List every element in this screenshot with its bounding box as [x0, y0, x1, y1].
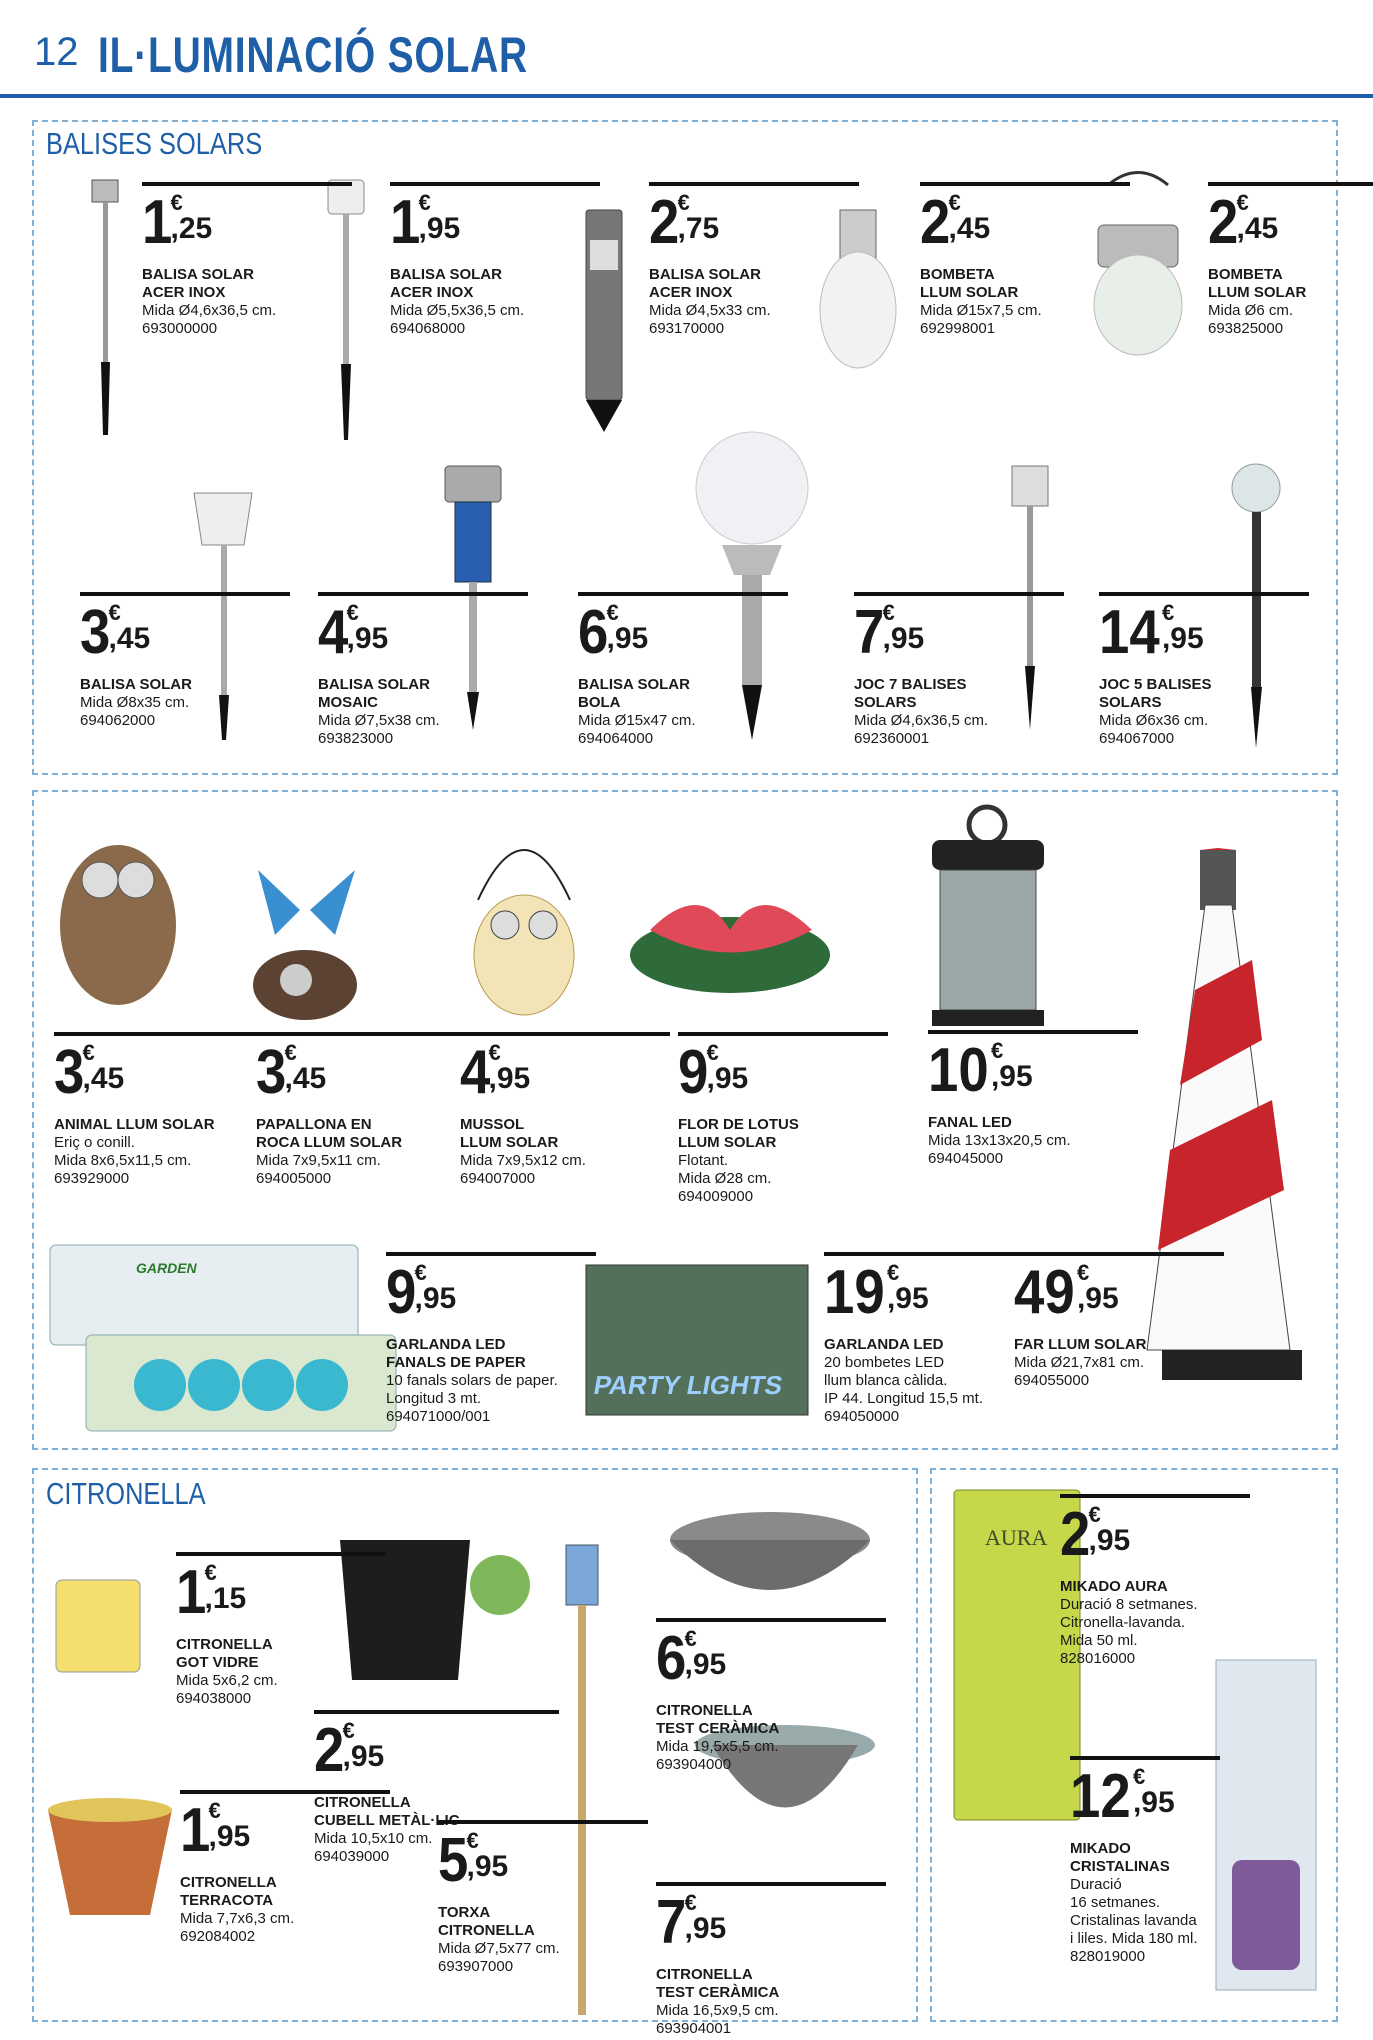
product-code: 828016000: [1060, 1650, 1136, 1667]
product-code: 694068000: [390, 320, 466, 337]
price-tag: [578, 592, 788, 672]
product-card: [390, 182, 600, 338]
price-integer: 49: [1014, 1258, 1075, 1327]
euro-symbol: €: [606, 600, 619, 625]
price-integer: 1: [180, 1796, 211, 1865]
price-decimal: ,75: [677, 212, 720, 245]
aura-brand-label: AURA: [985, 1525, 1048, 1550]
price-decimal: ,95: [882, 622, 925, 655]
product-card: [1208, 182, 1373, 338]
price-integer: 2: [920, 188, 951, 257]
price-decimal: ,95: [418, 212, 461, 245]
price-tag: [678, 1032, 888, 1112]
euro-symbol: €: [284, 1040, 297, 1065]
euro-symbol: €: [82, 1040, 95, 1065]
product-code: 693170000: [649, 320, 725, 337]
euro-symbol: €: [677, 190, 690, 215]
product-card: [578, 592, 788, 748]
euro-symbol: €: [108, 600, 121, 625]
price-decimal: ,95: [886, 1282, 929, 1315]
product-code: 694009000: [678, 1188, 754, 1205]
product-code: 693907000: [438, 1958, 514, 1975]
product-code: 694062000: [80, 712, 156, 729]
product-description: Mida Ø4,6x36,5 cm.: [142, 302, 277, 319]
product-code: 692360001: [854, 730, 930, 747]
price-tag: [142, 182, 352, 262]
product-code: 692084002: [180, 1928, 256, 1945]
product-name: ANIMAL LLUM SOLAR: [54, 1116, 215, 1133]
product-card: [928, 1030, 1138, 1168]
euro-symbol: €: [882, 600, 895, 625]
product-description: Mida 16,5x9,5 cm.: [656, 2002, 779, 2019]
product-description: Flotant. Mida Ø28 cm.: [678, 1152, 772, 1187]
product-code: 694038000: [176, 1690, 252, 1707]
price-tag: [176, 1552, 386, 1632]
price-tag: [656, 1882, 886, 1962]
product-code: 693929000: [54, 1170, 130, 1187]
product-name: BOMBETA LLUM SOLAR: [920, 266, 1019, 301]
garden-brand-label: GARDEN: [136, 1260, 197, 1276]
product-name: GARLANDA LED FANALS DE PAPER: [386, 1336, 526, 1371]
euro-symbol: €: [208, 1798, 221, 1823]
price-integer: 10: [928, 1036, 989, 1105]
product-name: FAR LLUM SOLAR: [1014, 1336, 1147, 1353]
product-card: [54, 1032, 264, 1188]
product-description: Mida 7x9,5x11 cm.: [256, 1152, 381, 1169]
product-code: 694064000: [578, 730, 654, 747]
price-decimal: ,95: [706, 1062, 749, 1095]
party-lights-label: PARTY LIGHTS: [591, 1370, 786, 1400]
page-number: 12: [34, 30, 79, 74]
product-name: GARLANDA LED: [824, 1336, 944, 1353]
stake-light-icon-1: [92, 180, 118, 435]
price-integer: 1: [176, 1558, 207, 1627]
product-name: CITRONELLA TERRACOTA: [180, 1874, 277, 1909]
euro-symbol: €: [414, 1260, 427, 1285]
price-tag: [656, 1618, 886, 1698]
product-description: Mida 7,7x6,3 cm.: [180, 1910, 295, 1927]
price-integer: 1: [390, 188, 421, 257]
price-tag: [649, 182, 859, 262]
price-integer: 19: [824, 1258, 885, 1327]
terracotta-pot-icon: [48, 1798, 172, 1915]
product-name: CITRONELLA GOT VIDRE: [176, 1636, 273, 1671]
price-decimal: ,95: [684, 1912, 727, 1945]
owl-icon: [474, 850, 574, 1015]
product-name: BALISA SOLAR: [80, 676, 192, 693]
product-card: [656, 1882, 886, 2038]
price-tag: [1099, 592, 1309, 672]
product-card: [438, 1820, 648, 1976]
butterfly-icon: [253, 870, 357, 1020]
price-integer: 6: [656, 1624, 687, 1693]
price-decimal: ,95: [1161, 622, 1204, 655]
product-card: [1060, 1494, 1250, 1668]
mikado-cristalinas-box-icon: [1216, 1660, 1316, 1990]
product-code: 694050000: [824, 1408, 900, 1425]
price-decimal: ,95: [414, 1282, 457, 1315]
product-name: CITRONELLA TEST CERÀMICA: [656, 1702, 780, 1737]
price-integer: 2: [1208, 188, 1239, 257]
price-integer: 7: [656, 1888, 687, 1957]
product-card: [142, 182, 352, 338]
product-card: [678, 1032, 888, 1206]
product-card: [656, 1618, 886, 1774]
price-tag: [314, 1710, 559, 1790]
price-decimal: ,95: [488, 1062, 531, 1095]
product-description: 10 fanals solars de paper. Longitud 3 mt.: [386, 1372, 558, 1407]
price-integer: 3: [80, 598, 111, 667]
product-card: [1014, 1252, 1224, 1390]
product-description: Mida Ø6x36 cm.: [1099, 712, 1209, 729]
euro-symbol: €: [706, 1040, 719, 1065]
euro-symbol: €: [1088, 1502, 1101, 1527]
price-tag: [54, 1032, 264, 1112]
product-name: FLOR DE LOTUS LLUM SOLAR: [678, 1116, 799, 1151]
product-description: Mida 19,5x5,5 cm.: [656, 1738, 779, 1755]
product-description: Mida Ø7,5x77 cm.: [438, 1940, 560, 1957]
paper-lanterns-icon: [50, 1245, 396, 1431]
product-description: 20 bombetes LED llum blanca càlida. IP 44. Longitud 15,5 mt.: [824, 1354, 984, 1407]
product-description: Mida Ø15x7,5 cm.: [920, 302, 1042, 319]
product-description: Mida 10,5x10 cm.: [314, 1830, 433, 1847]
product-card: [824, 1252, 1034, 1426]
product-code: 693000000: [142, 320, 218, 337]
product-code: 694071000/001: [386, 1408, 491, 1425]
product-description: Eriç o conill. Mida 8x6,5x11,5 cm.: [54, 1134, 192, 1169]
price-tag: [1060, 1494, 1250, 1574]
price-tag: [1014, 1252, 1224, 1332]
price-integer: 4: [318, 598, 349, 667]
euro-symbol: €: [204, 1560, 217, 1585]
product-card: [920, 182, 1130, 338]
euro-symbol: €: [466, 1828, 479, 1853]
product-name: BALISA SOLAR ACER INOX: [390, 266, 502, 301]
euro-symbol: €: [346, 600, 359, 625]
product-card: [460, 1032, 670, 1188]
product-description: Duració 16 setmanes. Cristalinas lavanda i liles. Mida 180 ml.: [1070, 1876, 1198, 1947]
section-title-balises: BALISES SOLARS: [46, 126, 263, 161]
euro-symbol: €: [990, 1038, 1004, 1063]
product-description: Mida Ø15x47 cm.: [578, 712, 696, 729]
product-code: 694055000: [1014, 1372, 1090, 1389]
price-decimal: ,45: [284, 1062, 327, 1095]
price-decimal: ,95: [346, 622, 389, 655]
price-integer: 4: [460, 1038, 491, 1107]
product-name: BALISA SOLAR MOSAIC: [318, 676, 430, 711]
product-name: MUSSOL LLUM SOLAR: [460, 1116, 559, 1151]
product-name: JOC 5 BALISES SOLARS: [1099, 676, 1212, 711]
price-integer: 7: [854, 598, 885, 667]
price-tag: [1208, 182, 1373, 262]
euro-symbol: €: [684, 1890, 697, 1915]
euro-symbol: €: [170, 190, 183, 215]
price-decimal: ,95: [990, 1060, 1033, 1093]
price-integer: 3: [54, 1038, 85, 1107]
ceramic-bowl-icon-1: [670, 1512, 870, 1590]
euro-symbol: €: [488, 1040, 501, 1065]
product-card: [318, 592, 528, 748]
price-decimal: ,95: [466, 1850, 509, 1883]
price-integer: 9: [678, 1038, 709, 1107]
euro-symbol: €: [1076, 1260, 1090, 1285]
product-name: CITRONELLA TEST CERÀMICA: [656, 1966, 780, 2001]
product-code: 828019000: [1070, 1948, 1146, 1965]
product-description: Mida Ø4,5x33 cm.: [649, 302, 771, 319]
product-name: MIKADO CRISTALINAS: [1070, 1840, 1170, 1875]
product-card: [256, 1032, 466, 1188]
price-tag: [318, 592, 528, 672]
price-integer: 2: [1060, 1500, 1091, 1569]
product-code: 694067000: [1099, 730, 1175, 747]
product-name: FANAL LED: [928, 1114, 1012, 1131]
price-decimal: ,15: [204, 1582, 247, 1615]
product-description: Mida Ø4,6x36,5 cm.: [854, 712, 989, 729]
price-decimal: ,45: [108, 622, 151, 655]
euro-symbol: €: [342, 1718, 355, 1743]
price-tag: [256, 1032, 466, 1112]
section-title-citronella: CITRONELLA: [46, 1476, 206, 1511]
product-description: Mida Ø8x35 cm.: [80, 694, 190, 711]
price-decimal: ,45: [948, 212, 991, 245]
euro-symbol: €: [1132, 1764, 1146, 1789]
price-decimal: ,95: [684, 1648, 727, 1681]
product-name: TORXA CITRONELLA: [438, 1904, 535, 1939]
product-name: MIKADO AURA: [1060, 1578, 1168, 1595]
product-code: 692998001: [920, 320, 996, 337]
price-tag: [928, 1030, 1138, 1110]
product-card: [176, 1552, 386, 1708]
product-description: Mida Ø21,7x81 cm.: [1014, 1354, 1145, 1371]
product-code: 693904001: [656, 2020, 732, 2037]
price-integer: 9: [386, 1258, 417, 1327]
product-card: [1070, 1756, 1220, 1966]
euro-symbol: €: [1161, 600, 1175, 625]
hedgehog-icon: [60, 845, 176, 1005]
price-decimal: ,25: [170, 212, 213, 245]
product-code: 693904000: [656, 1756, 732, 1773]
candle-glass-icon: [56, 1580, 140, 1672]
price-decimal: ,95: [1076, 1282, 1119, 1315]
price-tag: [80, 592, 290, 672]
euro-symbol: €: [1236, 190, 1249, 215]
product-code: 694039000: [314, 1848, 390, 1865]
product-name: BALISA SOLAR ACER INOX: [142, 266, 254, 301]
product-description: Duració 8 setmanes. Citronella-lavanda. Mida 50 ml.: [1060, 1596, 1198, 1649]
product-code: 694005000: [256, 1170, 332, 1187]
price-tag: [438, 1820, 648, 1900]
product-code: 694007000: [460, 1170, 536, 1187]
price-decimal: ,45: [1236, 212, 1279, 245]
price-integer: 5: [438, 1826, 469, 1895]
lotus-icon: [630, 905, 830, 993]
product-description: Mida 5x6,2 cm.: [176, 1672, 278, 1689]
price-decimal: ,95: [1132, 1786, 1175, 1819]
price-integer: 6: [578, 598, 609, 667]
price-tag: [1070, 1756, 1220, 1836]
euro-symbol: €: [684, 1626, 697, 1651]
product-card: [649, 182, 859, 338]
product-description: Mida Ø7,5x38 cm.: [318, 712, 440, 729]
product-code: 693825000: [1208, 320, 1284, 337]
euro-symbol: €: [418, 190, 431, 215]
product-card: [80, 592, 290, 730]
price-integer: 3: [256, 1038, 287, 1107]
price-decimal: ,45: [82, 1062, 125, 1095]
product-name: BOMBETA LLUM SOLAR: [1208, 266, 1307, 301]
price-tag: [920, 182, 1130, 262]
product-card: [386, 1252, 596, 1426]
price-tag: [460, 1032, 670, 1112]
lantern-icon: [932, 807, 1044, 1026]
price-integer: 2: [649, 188, 680, 257]
price-decimal: ,95: [606, 622, 649, 655]
product-name: JOC 7 BALISES SOLARS: [854, 676, 967, 711]
product-name: CITRONELLA CUBELL METÀL·LIC: [314, 1794, 460, 1829]
price-tag: [390, 182, 600, 262]
product-code: 694045000: [928, 1150, 1004, 1167]
euro-symbol: €: [948, 190, 961, 215]
product-card: [1099, 592, 1309, 748]
product-description: Mida 7x9,5x12 cm.: [460, 1152, 586, 1169]
product-description: Mida Ø5,5x36,5 cm.: [390, 302, 525, 319]
price-integer: 14: [1099, 598, 1160, 667]
price-decimal: ,95: [208, 1820, 251, 1853]
page-title: IL·LUMINACIÓ SOLAR: [98, 27, 528, 83]
product-description: Mida 13x13x20,5 cm.: [928, 1132, 1071, 1149]
product-description: Mida Ø6 cm.: [1208, 302, 1294, 319]
price-tag: [824, 1252, 1034, 1332]
price-decimal: ,95: [1088, 1524, 1131, 1557]
product-code: 693823000: [318, 730, 394, 747]
price-integer: 1: [142, 188, 173, 257]
price-decimal: ,95: [342, 1740, 385, 1773]
product-name: BALISA SOLAR BOLA: [578, 676, 690, 711]
euro-symbol: €: [886, 1260, 900, 1285]
price-tag: [854, 592, 1064, 672]
price-integer: 2: [314, 1716, 345, 1785]
price-integer: 12: [1070, 1762, 1131, 1831]
product-name: BALISA SOLAR ACER INOX: [649, 266, 761, 301]
product-name: PAPALLONA EN ROCA LLUM SOLAR: [256, 1116, 403, 1151]
price-tag: [386, 1252, 596, 1332]
product-card: [854, 592, 1064, 748]
